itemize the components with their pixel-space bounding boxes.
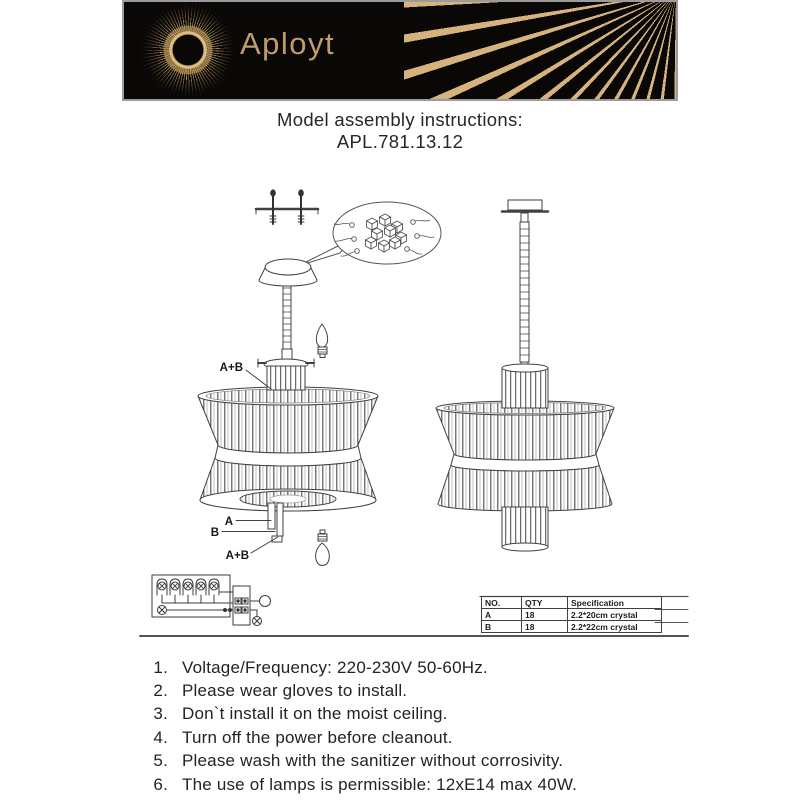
cell-qty: 18: [522, 609, 568, 621]
col-header-no: NO.: [482, 597, 522, 609]
table-row: [482, 609, 662, 621]
cell-spec: 2.2*22cm crystal: [568, 621, 662, 633]
assembled-view-drawing: [436, 200, 614, 551]
cell-no: A: [482, 609, 522, 621]
crystal-body-exploded: [198, 387, 378, 511]
ceiling-plate: [502, 200, 548, 222]
instruction-text: Please wear gloves to install.: [182, 681, 408, 701]
instruction-number: 5.: [153, 751, 168, 771]
instruction-item: [142, 703, 762, 726]
instruction-item: [142, 750, 762, 773]
col-header-spec: Specification: [568, 597, 662, 609]
instruction-text: Don`t install it on the moist ceiling.: [182, 704, 448, 724]
parts-table-header-row: [482, 597, 662, 609]
instruction-number: 6.: [153, 774, 168, 794]
candle-bulb-icon: [316, 530, 330, 565]
instruction-text: Please wash with the sanitizer without corrosivity.: [182, 751, 564, 771]
label-a-plus-b-top: A+B: [219, 362, 243, 374]
instruction-item: [142, 679, 762, 702]
instruction-text: The use of lamps is permissible: 12xE14 max 40W.: [182, 774, 578, 794]
terminal-block: [233, 586, 250, 625]
instruction-text: Voltage/Frequency: 220-230V 50-60Hz.: [182, 657, 488, 677]
brand-name: Aployt: [240, 26, 336, 61]
hanging-chain: [520, 222, 529, 368]
table-row: [482, 621, 662, 633]
instruction-number: 2.: [153, 681, 168, 701]
instruction-text: Turn off the power before cleanout.: [182, 727, 453, 747]
parts-table: [481, 596, 662, 633]
instruction-item: [142, 773, 762, 796]
candle-bulb-icon: [316, 324, 327, 358]
instruction-number: 4.: [153, 727, 168, 747]
assembled-crystal-body: [436, 364, 614, 551]
crystal-detail-callout: [298, 202, 441, 266]
label-a-plus-b-bottom: A+B: [225, 550, 249, 562]
instruction-number: 1.: [153, 657, 168, 677]
lower-rods: [268, 503, 283, 542]
mounting-bracket: [256, 189, 318, 224]
ceiling-canopy-and-rod: [259, 259, 317, 361]
cell-spec: 2.2*20cm crystal: [568, 609, 662, 621]
instruction-item: [142, 726, 762, 749]
cell-no: B: [482, 621, 522, 633]
exploded-view-drawing: [198, 189, 441, 565]
instruction-list: [142, 656, 762, 796]
col-header-qty: QTY: [522, 597, 568, 609]
cell-qty: 18: [522, 621, 568, 633]
page-title: Model assembly instructions:: [277, 109, 523, 130]
wiring-diagram: [152, 575, 271, 626]
label-b: B: [210, 527, 219, 539]
model-number: APL.781.13.12: [336, 131, 464, 152]
instruction-item: [142, 656, 762, 679]
instruction-number: 3.: [153, 704, 168, 724]
label-a: A: [224, 516, 233, 528]
